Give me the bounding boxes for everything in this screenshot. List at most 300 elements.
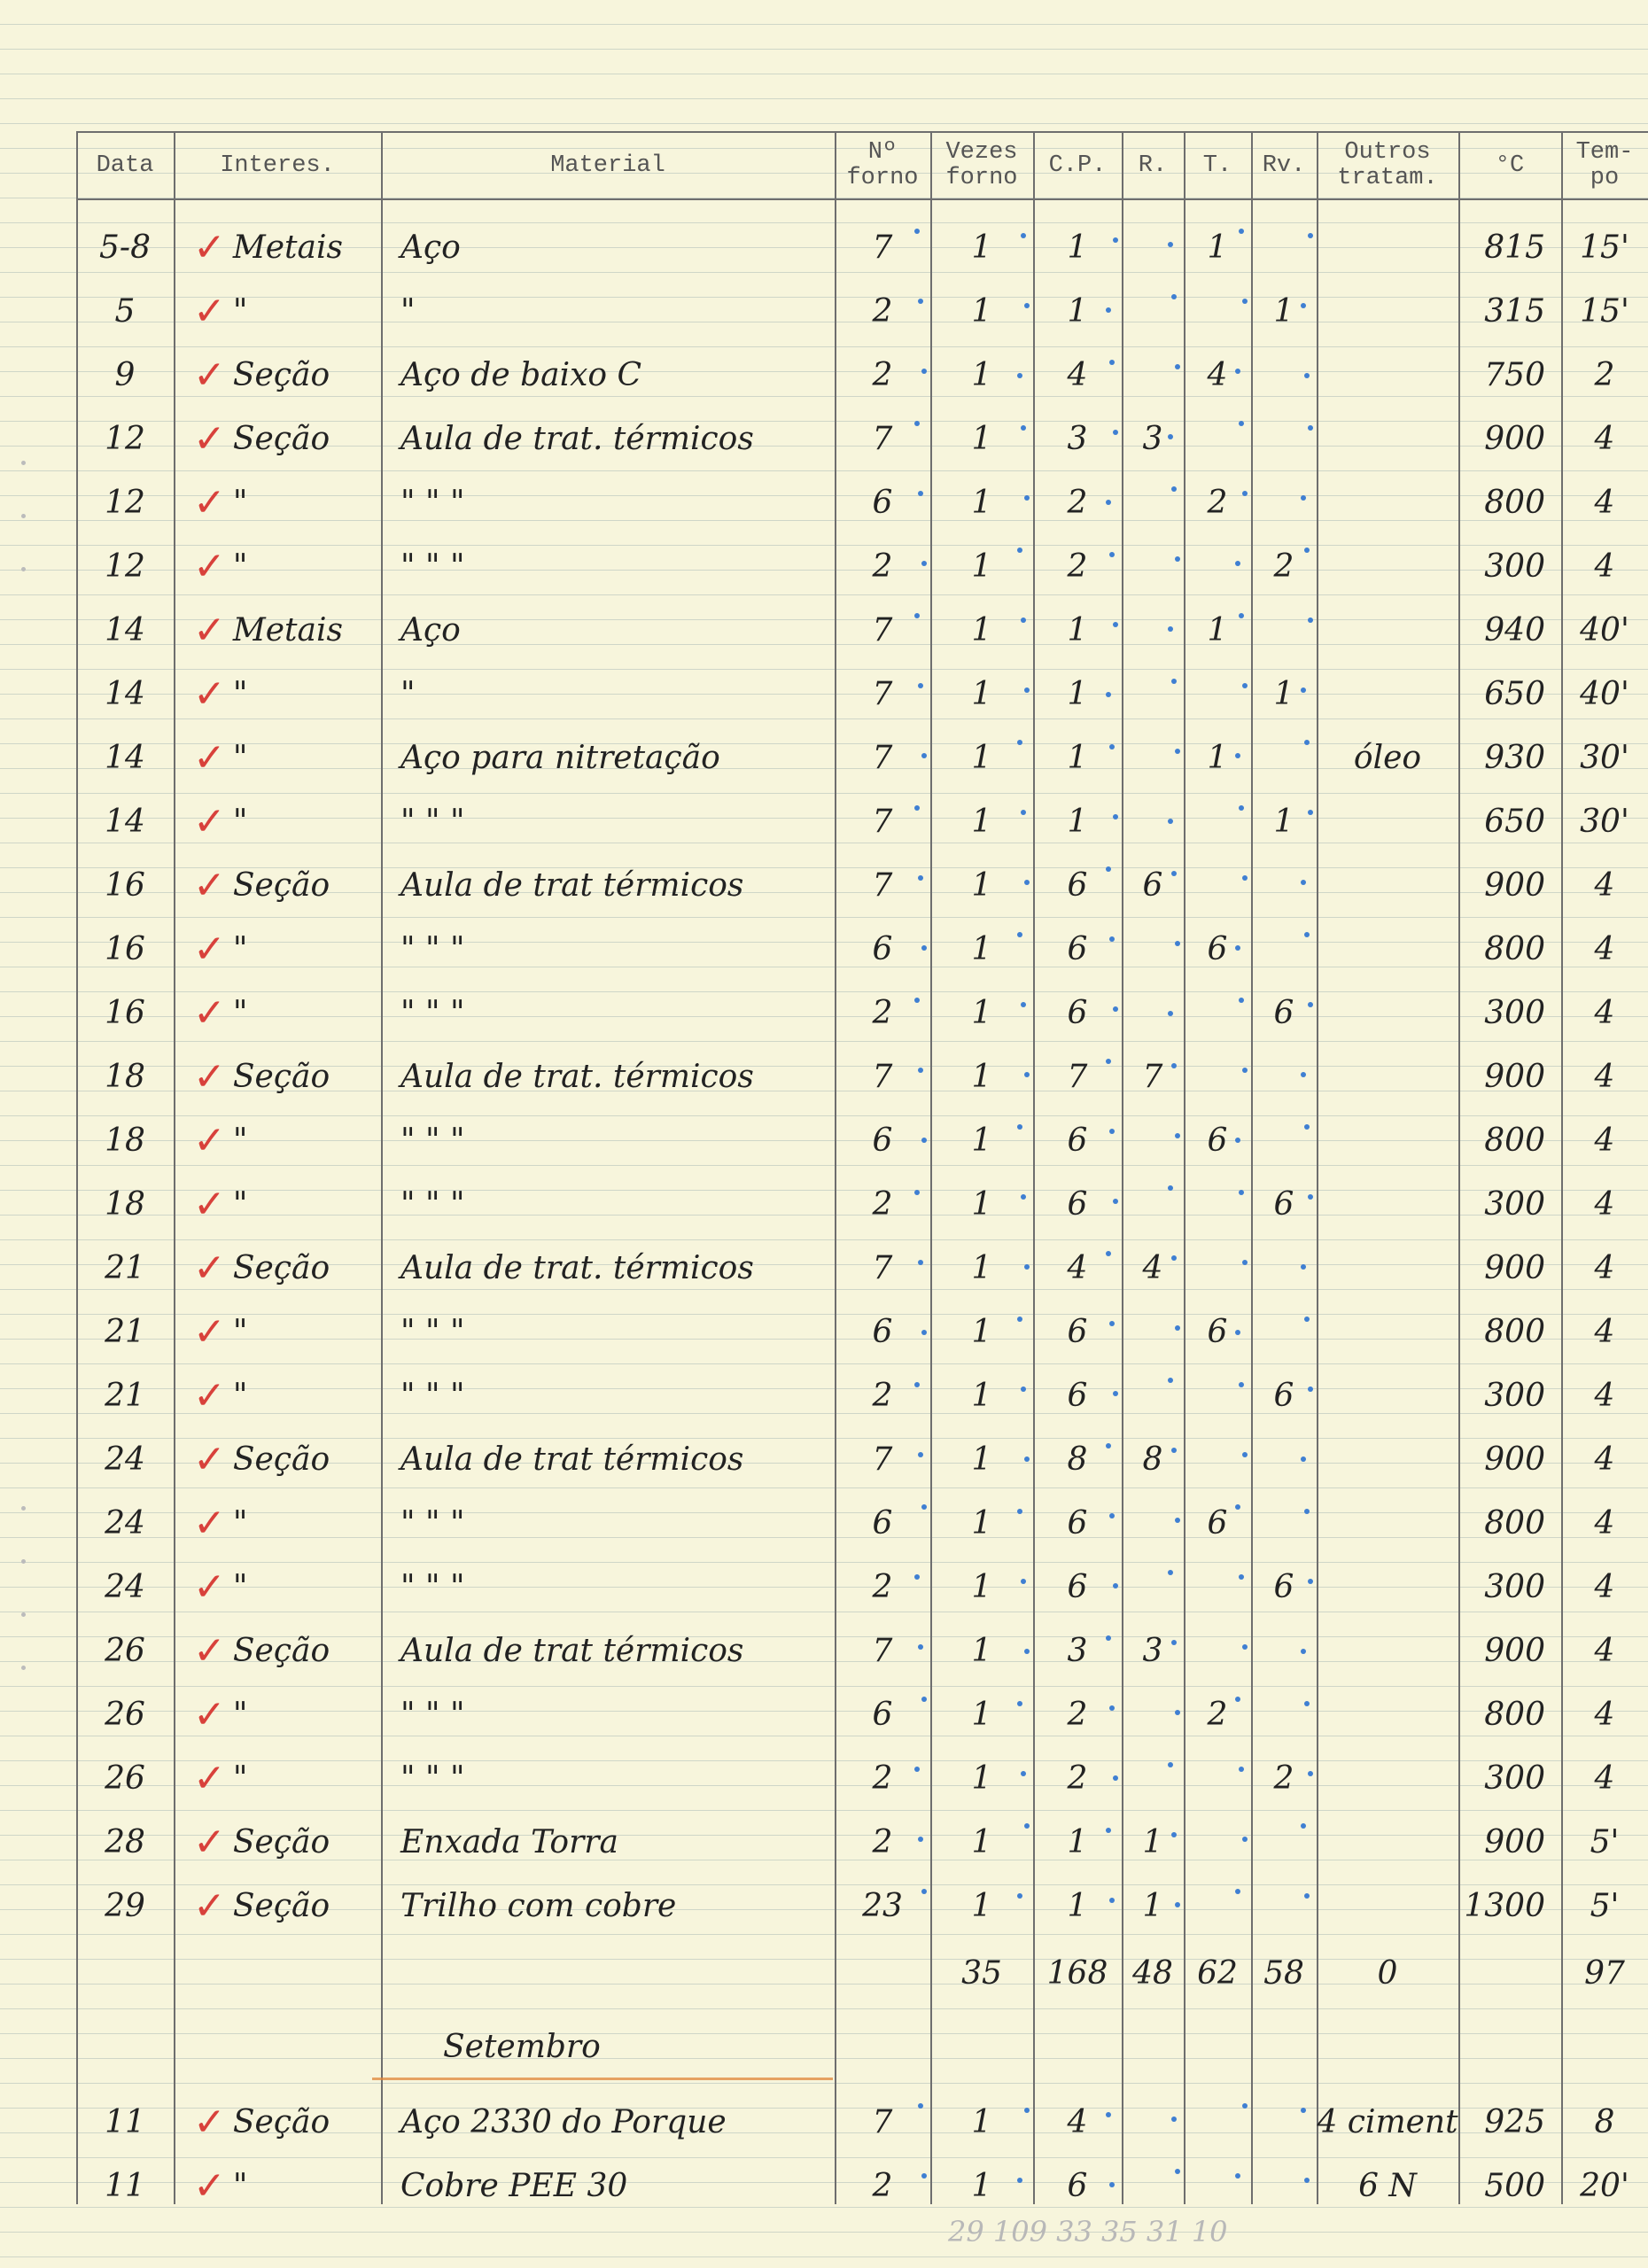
cell-cp: 1: [1067, 675, 1088, 712]
binder-mark: [21, 514, 26, 518]
cell-material: Aço: [400, 611, 461, 649]
cell-t: 1: [1207, 229, 1228, 266]
table-row: [0, 918, 1648, 980]
cell-rv: [1251, 1619, 1317, 1682]
cell-temp: 900: [1484, 1632, 1545, 1669]
table-row: [0, 408, 1648, 470]
tally-dot: [914, 613, 920, 618]
cell-tempo: 4: [1594, 1249, 1615, 1286]
cell-vezes: 1: [971, 611, 992, 649]
tally-dot: [1024, 2108, 1030, 2113]
interes-text: Seção: [232, 356, 330, 393]
cell-temp: 315: [1484, 292, 1545, 330]
cell-interes: [174, 280, 381, 342]
cell-interes: [174, 663, 381, 725]
cell-outros: [1317, 1173, 1458, 1235]
binder-mark: [21, 1559, 26, 1564]
cell-rv: [1251, 1492, 1317, 1554]
tally-dot: [1301, 1456, 1306, 1462]
cell-r: 3: [1142, 420, 1163, 457]
tally-dot: [1171, 871, 1177, 876]
interes-text: ": [232, 1504, 248, 1542]
cell-vezes: 1: [971, 866, 992, 904]
column-header: C.P.: [1048, 151, 1107, 179]
cell-tempo: 4: [1594, 866, 1615, 904]
checkmark-icon: ✓: [193, 1245, 226, 1291]
cell-interes: [174, 408, 381, 470]
cell-cp: 6: [1067, 2167, 1088, 2204]
cell-outros: [1317, 1875, 1458, 1937]
cell-material: Aula de trat térmicos: [400, 1441, 744, 1478]
tally-dot: [1239, 1767, 1244, 1772]
cell-tempo: 4: [1594, 1504, 1615, 1542]
tally-dot: [918, 683, 923, 688]
cell-rv: [1251, 1683, 1317, 1745]
tally-dot: [1175, 749, 1180, 754]
tally-dot: [1304, 373, 1310, 378]
tally-dot: [914, 1190, 920, 1195]
cell-forno: 6: [872, 1504, 893, 1542]
cell-t: [1184, 1619, 1251, 1682]
month-underline: [372, 2078, 833, 2080]
cell-vezes: 1: [971, 1441, 992, 1478]
total-cp: 168: [1046, 1954, 1108, 1992]
tally-dot: [1301, 2108, 1306, 2113]
cell-outros: [1317, 1811, 1458, 1873]
cell-vezes: 1: [971, 1632, 992, 1669]
cell-outros: [1317, 599, 1458, 661]
cell-t: 6: [1207, 1313, 1228, 1350]
cell-interes: [174, 599, 381, 661]
tally-dot: [1168, 434, 1173, 439]
cell-forno: 6: [872, 1313, 893, 1350]
cell-material: Aço: [400, 229, 461, 266]
checkmark-icon: ✓: [193, 352, 226, 398]
cell-material: " " ": [400, 803, 465, 840]
checkmark-icon: ✓: [193, 2163, 226, 2209]
cell-t: 1: [1207, 611, 1228, 649]
tally-dot: [921, 1330, 927, 1335]
checkmark-icon: ✓: [193, 224, 226, 270]
tally-dot: [1242, 1452, 1248, 1457]
checkmark-icon: ✓: [193, 734, 226, 781]
interes-text: Seção: [232, 1823, 330, 1860]
tally-dot: [1308, 1194, 1313, 1200]
tally-dot: [918, 1260, 923, 1265]
cell-outros: [1317, 280, 1458, 342]
cell-tempo: 4: [1594, 548, 1615, 585]
tally-dot: [1171, 1448, 1177, 1453]
cell-tempo: 4: [1594, 1122, 1615, 1159]
cell-cp: 1: [1067, 739, 1088, 776]
table-row: [0, 1428, 1648, 1490]
cell-forno: 7: [872, 1632, 893, 1669]
cell-r: [1122, 280, 1184, 342]
tally-dot: [1235, 369, 1240, 374]
cell-r: 7: [1142, 1058, 1163, 1095]
column-header: T.: [1202, 151, 1232, 179]
tally-dot: [1024, 495, 1030, 501]
cell-temp: 900: [1484, 1441, 1545, 1478]
cell-material: " " ": [400, 1759, 465, 1797]
tally-dot: [1304, 1124, 1310, 1130]
table-row: [0, 1492, 1648, 1554]
cell-outros: [1317, 1301, 1458, 1363]
interes-text: Seção: [232, 1887, 330, 1924]
table-row: [0, 1237, 1648, 1299]
cell-interes: [174, 1811, 381, 1873]
interes-text: Seção: [232, 1058, 330, 1095]
cell-vezes: 1: [971, 930, 992, 967]
cell-temp: 900: [1484, 420, 1545, 457]
table-row: [0, 726, 1648, 788]
cell-interes: [174, 1428, 381, 1490]
tally-dot: [1242, 491, 1248, 496]
tally-dot: [1024, 1649, 1030, 1654]
tally-dot: [1239, 805, 1244, 811]
cell-tempo: 5': [1590, 1887, 1620, 1924]
tally-dot: [1024, 880, 1030, 885]
cell-cp: 1: [1067, 229, 1088, 266]
cell-rv: [1251, 1045, 1317, 1107]
cell-data: 12: [105, 420, 145, 457]
interes-text: ": [232, 1759, 248, 1797]
cell-interes: [174, 1301, 381, 1363]
cell-vezes: 1: [971, 1249, 992, 1286]
tally-dot: [1171, 2117, 1177, 2122]
checkmark-icon: ✓: [193, 671, 226, 717]
cell-t: [1184, 1045, 1251, 1107]
table-row: [0, 1173, 1648, 1235]
cell-tempo: 2: [1594, 356, 1615, 393]
cell-cp: 1: [1067, 611, 1088, 649]
cell-t: 6: [1207, 1122, 1228, 1159]
checkmark-icon: ✓: [193, 1883, 226, 1929]
interes-text: ": [232, 2167, 248, 2204]
cell-tempo: 40': [1580, 611, 1629, 649]
cell-r: [1122, 2091, 1184, 2153]
cell-cp: 1: [1067, 292, 1088, 330]
tally-dot: [1024, 1264, 1030, 1270]
cell-tempo: 40': [1580, 675, 1629, 712]
cell-rv: [1251, 1811, 1317, 1873]
interes-text: ": [232, 1696, 248, 1733]
cell-forno: 2: [872, 1823, 893, 1860]
tally-dot: [918, 1452, 923, 1457]
tally-dot: [1113, 1006, 1118, 1012]
cell-outros: [1317, 1237, 1458, 1299]
total-t: 62: [1197, 1954, 1238, 1992]
checkmark-icon: ✓: [193, 990, 226, 1036]
table-row: [0, 1109, 1648, 1171]
cell-cp: 6: [1067, 994, 1088, 1031]
cell-t: [1184, 1875, 1251, 1937]
cell-interes: [174, 982, 381, 1044]
cell-forno: 7: [872, 739, 893, 776]
cell-t: [1184, 2091, 1251, 2153]
interes-text: Metais: [232, 611, 343, 649]
cell-vezes: 1: [971, 1122, 992, 1159]
tally-dot: [1113, 814, 1118, 819]
cell-r: 8: [1142, 1441, 1163, 1478]
cell-temp: 900: [1484, 1823, 1545, 1860]
cell-tempo: 4: [1594, 1759, 1615, 1797]
cell-data: 11: [105, 2103, 145, 2140]
cell-r: [1122, 918, 1184, 980]
tally-dot: [1024, 1072, 1030, 1077]
cell-r: [1122, 1109, 1184, 1171]
interes-text: ": [232, 803, 248, 840]
cell-t: [1184, 1428, 1251, 1490]
cell-t: [1184, 280, 1251, 342]
checkmark-icon: ✓: [193, 1436, 226, 1482]
cell-rv: 2: [1273, 1759, 1294, 1797]
tally-dot: [1301, 1649, 1306, 1654]
tally-dot: [1113, 1199, 1118, 1204]
tally-dot: [1168, 626, 1173, 632]
cell-temp: 650: [1484, 803, 1545, 840]
cell-temp: 300: [1484, 1759, 1545, 1797]
tally-dot: [1308, 1002, 1313, 1007]
interes-text: ": [232, 739, 248, 776]
tally-dot: [1308, 1386, 1313, 1392]
cell-r: [1122, 1683, 1184, 1745]
cell-t: [1184, 1747, 1251, 1809]
cell-cp: 4: [1067, 356, 1088, 393]
tally-dot: [1106, 1635, 1111, 1641]
cell-forno: 7: [872, 2103, 893, 2140]
cell-data: 21: [105, 1377, 145, 1414]
binder-mark: [21, 1506, 26, 1511]
column-header: Vezes forno: [945, 139, 1018, 191]
cell-forno: 6: [872, 1122, 893, 1159]
cell-temp: 925: [1484, 2103, 1545, 2140]
tally-dot: [1113, 1391, 1118, 1396]
tally-dot: [1106, 692, 1111, 697]
cell-r: [1122, 1364, 1184, 1426]
cell-outros: [1317, 471, 1458, 533]
cell-t: [1184, 1173, 1251, 1235]
cell-rv: [1251, 1301, 1317, 1363]
cell-cp: 6: [1067, 1185, 1088, 1223]
cell-temp: 800: [1484, 1313, 1545, 1350]
cell-material: " " ": [400, 1696, 465, 1733]
tally-dot: [1242, 875, 1248, 881]
cell-vezes: 1: [971, 1185, 992, 1223]
cell-temp: 300: [1484, 994, 1545, 1031]
cell-vezes: 1: [971, 1377, 992, 1414]
cell-cp: 1: [1067, 1823, 1088, 1860]
checkmark-icon: ✓: [193, 1309, 226, 1355]
tally-dot: [1106, 1828, 1111, 1833]
cell-vezes: 1: [971, 1759, 992, 1797]
cell-rv: [1251, 1428, 1317, 1490]
cell-tempo: 4: [1594, 484, 1615, 521]
cell-cp: 2: [1067, 484, 1088, 521]
tally-dot: [918, 491, 923, 496]
tally-dot: [1113, 430, 1118, 435]
cell-cp: 6: [1067, 1568, 1088, 1605]
interes-text: Seção: [232, 1249, 330, 1286]
cell-interes: [174, 1492, 381, 1554]
tally-dot: [1168, 1185, 1173, 1191]
cell-rv: [1251, 726, 1317, 788]
table-row: [0, 1364, 1648, 1426]
tally-dot: [1175, 364, 1180, 369]
tally-dot: [918, 875, 923, 881]
cell-forno: 2: [872, 2167, 893, 2204]
cell-interes: [174, 1364, 381, 1426]
tally-dot: [1106, 1059, 1111, 1064]
cell-outros: [1317, 663, 1458, 725]
tally-dot: [1017, 548, 1022, 553]
cell-outros: [1317, 982, 1458, 1044]
cell-temp: 650: [1484, 675, 1545, 712]
total-tempo: 97: [1584, 1954, 1625, 1992]
cell-data: 24: [105, 1441, 145, 1478]
cell-rv: [1251, 2155, 1317, 2217]
interes-text: ": [232, 675, 248, 712]
cell-data: 14: [105, 803, 145, 840]
checkmark-icon: ✓: [193, 416, 226, 462]
cell-outros: 6 N: [1358, 2167, 1417, 2204]
cell-forno: 7: [872, 675, 893, 712]
cell-r: [1122, 1173, 1184, 1235]
tally-dot: [918, 1837, 923, 1842]
cell-temp: 1300: [1464, 1887, 1545, 1924]
cell-rv: [1251, 216, 1317, 278]
tally-dot: [914, 1767, 920, 1772]
tally-dot: [1242, 2103, 1248, 2109]
total-vezes: 35: [961, 1954, 1002, 1992]
tally-dot: [1109, 1129, 1115, 1134]
tally-dot: [1301, 303, 1306, 308]
bottom-pencil-notes: 29 109 33 35 31 10: [948, 2215, 1228, 2249]
tally-dot: [1304, 932, 1310, 937]
cell-outros: [1317, 1428, 1458, 1490]
table-row: [0, 663, 1648, 725]
cell-data: 21: [105, 1249, 145, 1286]
interes-text: ": [232, 1122, 248, 1159]
tally-dot: [1175, 1710, 1180, 1715]
cell-material: Trilho com cobre: [400, 1887, 677, 1924]
tally-dot: [921, 2173, 927, 2179]
tally-dot: [1021, 1002, 1026, 1007]
cell-temp: 800: [1484, 1122, 1545, 1159]
cell-forno: 2: [872, 1377, 893, 1414]
cell-r: 6: [1142, 866, 1163, 904]
cell-vezes: 1: [971, 1887, 992, 1924]
tally-dot: [1171, 1832, 1177, 1837]
cell-cp: 6: [1067, 1122, 1088, 1159]
cell-rv: [1251, 918, 1317, 980]
cell-forno: 6: [872, 1696, 893, 1733]
interes-text: ": [232, 1313, 248, 1350]
cell-temp: 800: [1484, 1696, 1545, 1733]
cell-outros: [1317, 1109, 1458, 1171]
cell-temp: 300: [1484, 1185, 1545, 1223]
column-header: R.: [1138, 151, 1168, 179]
checkmark-icon: ✓: [193, 607, 226, 653]
binder-mark: [21, 567, 26, 571]
tally-dot: [1301, 1823, 1306, 1829]
cell-material: " " ": [400, 1504, 465, 1542]
cell-forno: 6: [872, 930, 893, 967]
cell-cp: 6: [1067, 930, 1088, 967]
checkmark-icon: ✓: [193, 1500, 226, 1546]
cell-forno: 7: [872, 866, 893, 904]
cell-tempo: 30': [1580, 739, 1629, 776]
tally-dot: [1304, 2178, 1310, 2183]
cell-material: " " ": [400, 1185, 465, 1223]
month-label: Setembro: [443, 2029, 601, 2065]
table-row: [0, 1683, 1648, 1745]
tally-dot: [1308, 810, 1313, 815]
tally-dot: [1301, 495, 1306, 501]
cell-forno: 7: [872, 1441, 893, 1478]
interes-text: ": [232, 1568, 248, 1605]
checkmark-icon: ✓: [193, 1181, 226, 1227]
tally-dot: [1024, 1456, 1030, 1462]
cell-vezes: 1: [971, 1058, 992, 1095]
cell-r: 1: [1142, 1887, 1163, 1924]
cell-t: [1184, 1556, 1251, 1618]
cell-material: Aço para nitretação: [400, 739, 720, 776]
cell-interes: [174, 2155, 381, 2217]
cell-tempo: 4: [1594, 930, 1615, 967]
cell-outros: [1317, 1619, 1458, 1682]
tally-dot: [1304, 740, 1310, 745]
interes-text: ": [232, 1377, 248, 1414]
cell-interes: [174, 854, 381, 916]
tally-dot: [914, 805, 920, 811]
cell-t: 6: [1207, 930, 1228, 967]
cell-temp: 930: [1484, 739, 1545, 776]
cell-cp: 8: [1067, 1441, 1088, 1478]
cell-rv: [1251, 1875, 1317, 1937]
interes-text: Seção: [232, 1441, 330, 1478]
cell-data: 24: [105, 1568, 145, 1605]
cell-tempo: 4: [1594, 1441, 1615, 1478]
tally-dot: [1301, 1264, 1306, 1270]
tally-dot: [1021, 1579, 1026, 1584]
tally-dot: [1106, 866, 1111, 872]
cell-outros: óleo: [1353, 739, 1422, 776]
table-row: [0, 1556, 1648, 1618]
cell-cp: 4: [1067, 1249, 1088, 1286]
checkmark-icon: ✓: [193, 1564, 226, 1610]
cell-data: 11: [105, 2167, 145, 2204]
cell-outros: [1317, 1364, 1458, 1426]
cell-t: [1184, 663, 1251, 725]
tally-dot: [1168, 819, 1173, 824]
cell-cp: 6: [1067, 1313, 1088, 1350]
tally-dot: [1024, 687, 1030, 693]
cell-outros: [1317, 1492, 1458, 1554]
total-outros: 0: [1377, 1954, 1398, 1992]
cell-tempo: 4: [1594, 1377, 1615, 1414]
cell-temp: 900: [1484, 1249, 1545, 1286]
table-row: [0, 982, 1648, 1044]
cell-outros: [1317, 216, 1458, 278]
cell-tempo: 4: [1594, 1058, 1615, 1095]
cell-data: 26: [105, 1632, 145, 1669]
cell-outros: [1317, 918, 1458, 980]
cell-t: [1184, 1237, 1251, 1299]
tally-dot: [1235, 753, 1240, 758]
cell-temp: 800: [1484, 930, 1545, 967]
cell-material: Aula de trat térmicos: [400, 866, 744, 904]
